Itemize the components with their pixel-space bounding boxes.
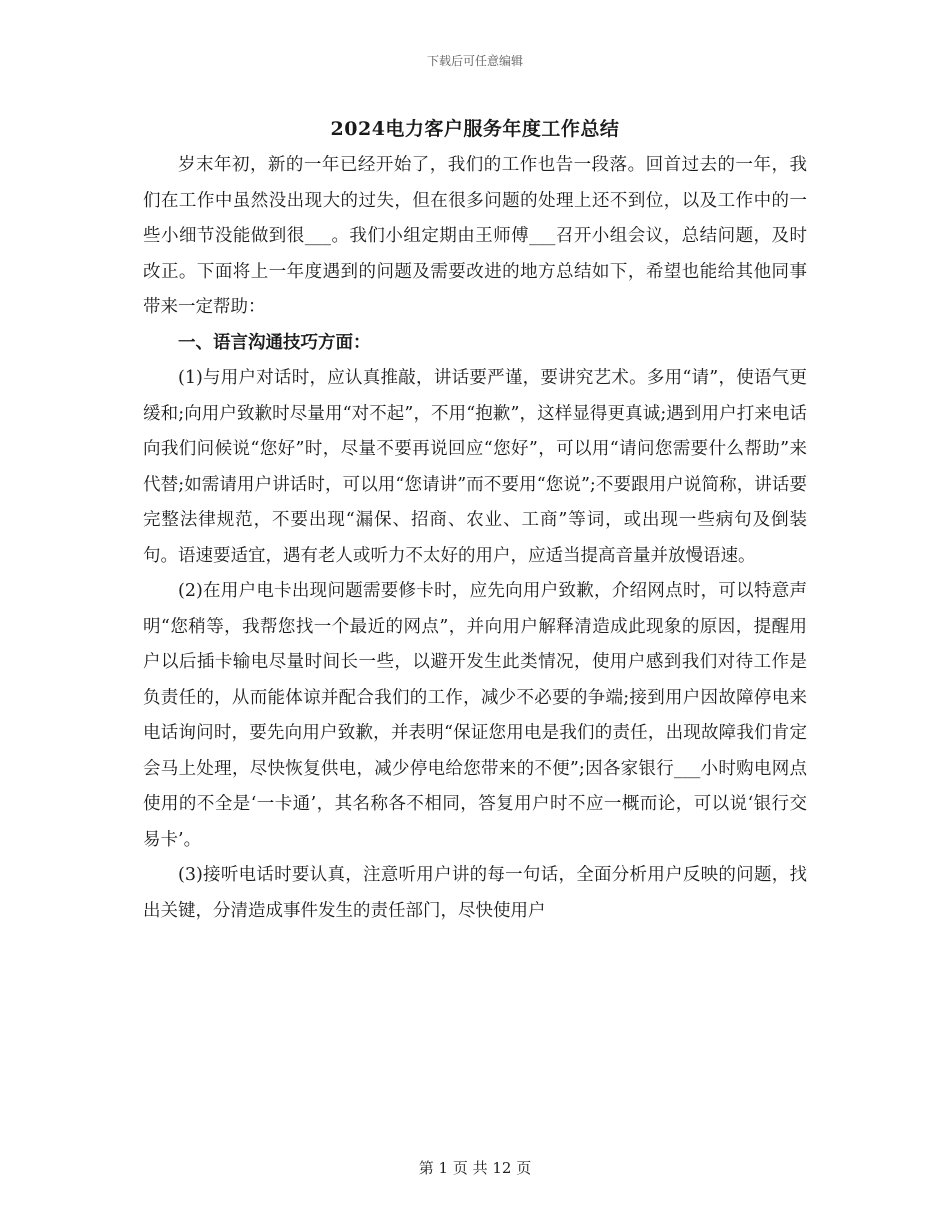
document-title: 2024电力客户服务年度工作总结 [330,118,620,140]
intro-paragraph: 岁末年初，新的一年已经开始了，我们的工作也告一段落。回首过去的一年，我们在工作中虽然没出现大的过失，但在很多问题的处理上还不到位，以及工作中的一些小细节没能做到很___。我们小组定期由王师傅___召开小组会议，总结问题，及时改正。下面将上一年度遇到的问题及需要改进的地方总结如下，希望也能给其他同事带来一定帮助： [143,155,807,317]
document-body [143,148,807,929]
page-number-footer: 第 1 页 共 12 页 [418,1159,532,1177]
paragraph-item-2: (2)在用户电卡出现问题需要修卡时，应先向用户致歉，介绍网点时，可以特意声明“您稍等，我帮您找一个最近的网点”，并向用户解释清造成此现象的原因，提醒用户以后插卡输电尽量时间长一些，以避开发生此类情况，使用户感到我们对待工作是负责任的，从而能体谅并配合我们的工作，减少不必要的争端;接到用户因故障停电来电话询问时，要先向用户致歉，并表明“保证您用电是我们的责任，出现故障我们肯定会马上处理，尽快恢复供电，减少停电给您带来的不便”;因各家银行___小时购电网点使用的不全是‘一卡通’，其名称各不相同，答复用户时不应一概而论，可以说‘银行交易卡’。 [143,581,807,850]
section-heading-language-skills: 一、语言沟通技巧方面： [178,332,371,353]
paragraph-item-3: (3)接听电话时要认真，注意听用户讲的每一句话，全面分析用户反映的问题，找出关键，分清造成事件发生的责任部门，尽快使用户 [143,865,807,921]
paragraph-item-1: (1)与用户对话时，应认真推敲，讲话要严谨，要讲究艺术。多用“请”，使语气更缓和;向用户致歉时尽量用“对不起”，不用“抱歉”，这样显得更真诚;遇到用户打来电话向我们问候说“您好”时，尽量不要再说回应“您好”，可以用“请问您需要什么帮助”来代替;如需请用户讲话时，可以用“您请讲”而不要用“您说”;不要跟用户说简称，讲话要完整法律规范，不要出现“漏保、招商、农业、工商”等词，或出现一些病句及倒装句。语速要适宜，遇有老人或听力不太好的用户，应适当提高音量并放慢语速。 [143,368,807,566]
page-header-note: 下载后可任意编辑 [426,54,523,68]
